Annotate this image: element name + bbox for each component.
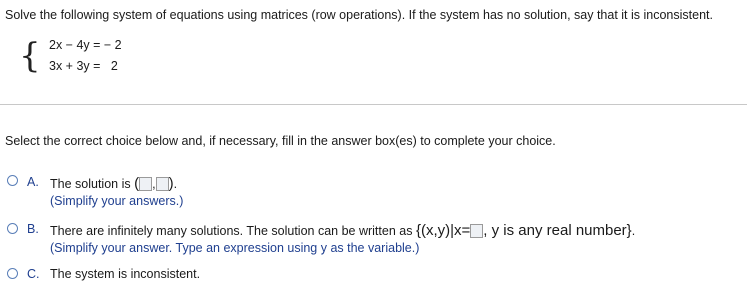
option-b-statement: There are infinitely many solutions. The solution can be written as: [50, 224, 413, 238]
question-text: Solve the following system of equations using matrices (row operations). If the system has no solution, say that it is inconsistent.: [5, 8, 713, 22]
section-divider: [0, 104, 747, 105]
instruction-text: Select the correct choice below and, if necessary, fill in the answer box(es) to complete your choice.: [5, 134, 556, 148]
option-c-radio[interactable]: [7, 268, 18, 279]
option-a-letter: A.: [27, 175, 39, 189]
option-b-hint: (Simplify your answer. Type an expression using y as the variable.): [50, 241, 420, 255]
equation-2: 3x + 3y = 2: [49, 59, 118, 73]
option-a-close-paren: ): [168, 175, 174, 192]
option-b-letter: B.: [27, 222, 39, 236]
option-b-period: .: [631, 224, 636, 238]
option-a-comma: ,: [152, 177, 156, 191]
option-a-open-paren: (: [134, 175, 140, 192]
option-a-radio[interactable]: [7, 175, 18, 186]
option-b-set-close: , y is any real number}: [483, 222, 632, 239]
equation-1: 2x − 4y = − 2: [49, 38, 122, 52]
option-b-text: [50, 222, 635, 239]
option-c-letter: C.: [27, 267, 40, 281]
left-brace-icon: {: [19, 36, 41, 76]
answer-box-y[interactable]: [156, 177, 169, 191]
option-a-hint: (Simplify your answers.): [50, 194, 184, 208]
option-a-statement: The solution is: [50, 177, 131, 191]
option-c-text: The system is inconsistent.: [50, 267, 201, 281]
option-b-radio[interactable]: [7, 223, 18, 234]
option-a-period: .: [173, 177, 178, 191]
option-b-set-open: {(x,y)|x=: [415, 222, 471, 239]
answer-box-x[interactable]: [139, 177, 152, 191]
answer-box-x-expression[interactable]: [470, 224, 483, 238]
option-a-text: [50, 175, 177, 192]
